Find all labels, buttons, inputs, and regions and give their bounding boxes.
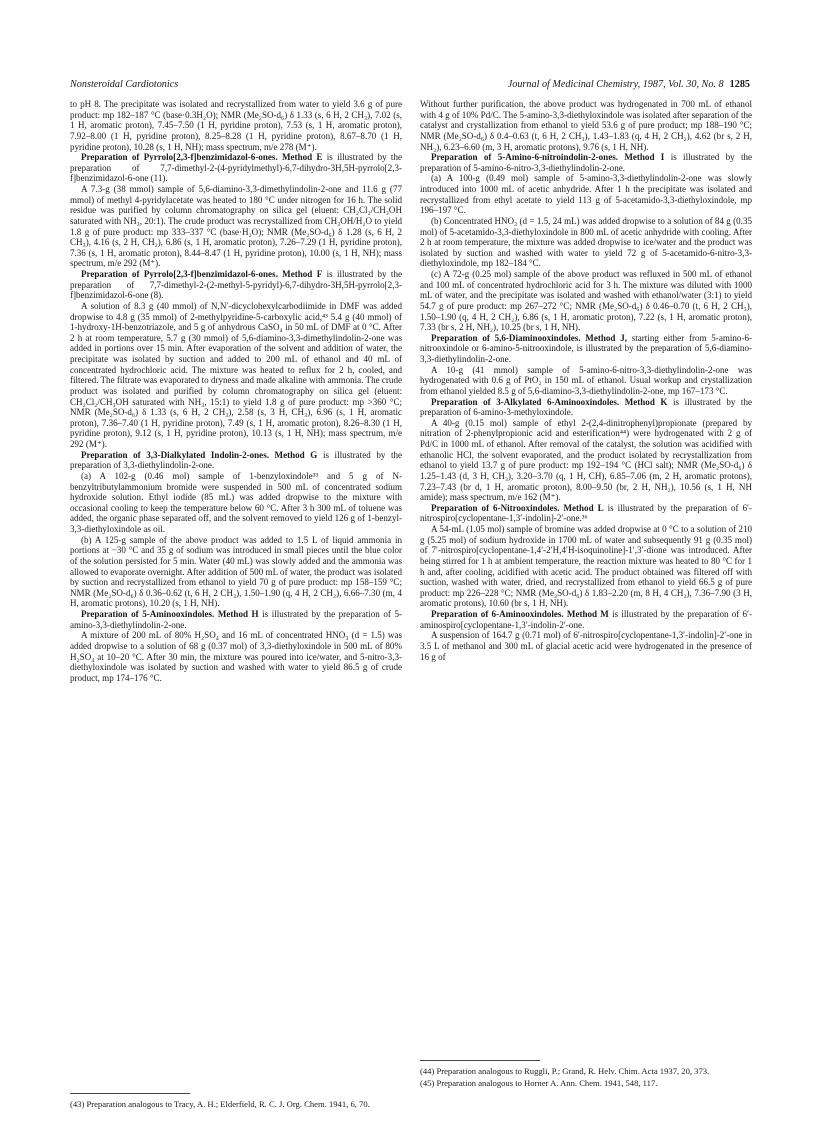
section-paragraph <box>420 503 752 524</box>
body-paragraph <box>70 99 402 152</box>
body-paragraph <box>420 216 752 269</box>
running-header <box>70 79 750 95</box>
section-paragraph <box>70 152 402 184</box>
journal-citation <box>508 79 750 90</box>
body-paragraph <box>420 365 752 397</box>
paragraph-text: is illustrated by the preparation of 6-amino-3-methyloxindole. <box>420 396 752 418</box>
body-paragraph <box>420 173 752 216</box>
right-column <box>420 99 752 662</box>
body-paragraph <box>70 630 402 683</box>
section-paragraph <box>70 609 402 630</box>
body-paragraph <box>70 471 402 535</box>
paragraph-text: is illustrated by the preparation of 5-amino-6-nitro-3,3-diethylindolin-2-one. <box>420 152 753 173</box>
body-paragraph <box>420 524 752 609</box>
body-paragraph <box>420 99 752 152</box>
body-paragraph <box>70 535 402 609</box>
paragraph-text: Without further purification, the above product was hydrogenated in 700 mL of ethanol with 4 g of 10% Pd/C. The 5-amino-3,3-diethyloxindole was isolated after separation of the catalyst and crystallization from ethanol to yield 53.6 g of pure product; mp 188–190 °C; NMR (Me₂SO-d₆) δ 0.4–0.63 (t, 6 H, 2 CH₃), 1.43–1.83 (q, 4 H, 2 CH₂), 4.62 (br s, 2 H, NH₂), 6.23–6.60 (m, 3 H, aromatic protons), 9.76 (s, 1 H, NH). <box>420 99 752 152</box>
body-paragraph <box>420 630 752 662</box>
body-paragraph <box>420 418 752 503</box>
paragraph-text: is illustrated by the preparation of 7,7-dimethyl-2-(4-pyridylmethyl)-6,7-dihydro-3H,5H-pyrrolo[2,3-f]benzimidazol-6-one (11). <box>70 152 402 184</box>
page-number: 1285 <box>729 79 750 90</box>
paragraph-text: A suspension of 164.7 g (0.71 mol) of 6′-nitrospiro[cyclopentane-1,3′-indolin]-2′-one in 3.5 L of methanol and 300 mL of glacial acetic acid were hydrogenated in the presence of 16 g of <box>420 630 752 662</box>
section-paragraph <box>420 333 752 365</box>
section-paragraph <box>420 152 752 173</box>
paragraph-text: A mixture of 200 mL of 80% H₂SO₄ and 16 mL of concentrated HNO₃ (d = 1.5) was added dropwise to a solution of 68 g (0.37 mol) of 3,3-diethyloxindole in 500 mL of 80% H₂SO₄ at 10–20 °C. After 30 min, the mixture was poured into ice/water, and 5-nitro-3,3-diethyloxindole was isolated by suction and washed with water to yield 86.5 g of crude product, mp 174–176 °C. <box>70 630 402 683</box>
footnote-rule-left <box>70 1093 190 1094</box>
section-paragraph <box>70 269 402 301</box>
paragraph-text: A 54-mL (1.05 mol) sample of bromine was added dropwise at 0 °C to a solution of 210 g (5.25 mol) of sodium hydroxide in 1700 mL of water and subsequently 91 g (0.35 mol) of 7′-nitrospiro[cyclopentane-1,4′-2′H,4′H-isoquinoline]-1′,3′-dione was introduced. After being stirred for 1 h at ambient temperature, the reaction mixture was heated to 80 °C for 1 h and, after cooling, acidified with acetic acid. The product obtained was filtered off with suction, washed with water, dried, and recrystallized from ethanol to yield 66.5 g of pure product: mp 226–228 °C; NMR (Me₂SO-d₆) δ 1.83–2.20 (m, 8 H, 4 CH₂), 7.36–7.90 (3 H, aromatic protons), 10.60 (br s, 1 H, NH). <box>420 524 752 609</box>
paragraph-text: to pH 8. The precipitate was isolated and recrystallized from water to yield 3.6 g of pure product: mp 182–187 °C (base·0.3H₂O); NMR (Me₂SO-d₆) δ 1.33 (s, 6 H, 2 CH₃), 7.02 (s, 1 H, aromatic proton), 7.45–7.50 (1 H, pyridine proton), 7.53 (s, 1 H, aromatic proton), 7.92–8.00 (1 H, pyridine proton), 8.25–8.28 (1 H, pyridine proton), 8.67–8.70 (1 H, pyridine proton), 10.28 (s, 1 H, NH); mass spectrum, m/e 278 (M⁺). <box>70 99 402 152</box>
body-paragraph <box>420 269 752 333</box>
section-heading: Preparation of 5-Amino-6-nitroindolin-2-ones. Method I <box>431 152 665 163</box>
section-paragraph <box>70 450 402 471</box>
running-title: Nonsteroidal Cardiotonics <box>70 79 179 90</box>
paragraph-text: (b) Concentrated HNO₃ (d = 1.5, 24 mL) was added dropwise to a solution of 84 g (0.35 mol) of 5-acetamido-3,3-diethyloxindole in 800 mL of acetic anhydride with cooling. After 2 h at room temperature, the mixture was added dropwise to ice/water and the product was isolated by suction and washed with water to yield 72 g of 5-acetamido-6-nitro-3,3-diethyloxindole, mp 182–184 °C. <box>420 215 752 269</box>
section-heading: Preparation of Pyrrolo[2,3-f]benzimidazol-6-ones. Method F <box>81 269 323 279</box>
paragraph-text: starting either from 5-amino-6-nitrooxindole or 6-amino-5-nitrooxindole, is illustrated by the preparation of 5,6-diamino-3,3-diethylindolin-2-one. <box>420 332 752 364</box>
paragraph-text: is illustrated by the preparation of 5-amino-3,3-diethylindolin-2-one. <box>70 609 402 630</box>
section-heading: Preparation of 6-Nitrooxindoles. Method L <box>431 502 604 513</box>
section-heading: Preparation of 3-Alkylated 6-Aminooxindoles. Method K <box>431 396 668 407</box>
section-heading: Preparation of 3,3-Dialkylated Indolin-2-ones. Method G <box>81 449 318 460</box>
footnotes-right <box>420 1066 750 1088</box>
paragraph-text: is illustrated by the preparation of 7,7-dimethyl-2-(2-methyl-5-pyridyl)-6,7-dihydro-3H,5H-pyrrolo[2,3-f]benzimidazol-6-one (8). <box>70 269 402 301</box>
section-heading: Preparation of 5-Aminooxindoles. Method H <box>81 609 259 619</box>
footnote: (43) Preparation analogous to Tracy, A. H.; Elderfield, R. C. J. Org. Chem. 1941, 6, 70. <box>70 1099 370 1109</box>
paragraph-text: A solution of 8.3 g (40 mmol) of N,N′-dicyclohexylcarbodiimide in DMF was added dropwise to 4.8 g (35 mmol) of 2-methylpyridine-5-carboxylic acid,⁴³ 5.4 g (40 mmol) of 1-hydroxy-1H-benzotriazole, and 5 g of anhydrous CaSO₄ in 50 mL of DMF at 0 °C. After 2 h at room temperature, 5.7 g (30 mmol) of 5,6-diamino-3,3-dimethylindolin-2-one was added in portions over 15 min. After evaporation of the solvent and addition of water, the precipitate was isolated by suction and added to 200 mL of ethanol and 40 mL of concentrated hydrochloric acid. The mixture was heated to reflux for 2 h, cooled, and filtered. The filtrate was evaporated to dryness and made alkaline with ammonia. The crude product was isolated and purified by column chromatography on silica gel (eluent: CH₂Cl₂/CH₃OH saturated with NH₃, 15:1) to yield 1.8 g of pure product: mp >360 °C; NMR (Me₂SO-d₆) δ 1.33 (s, 6 H, 2 CH₃), 2.58 (s, 3 H, CH₃), 6.96 (s, 1 H, aromatic proton), 7.36–7.40 (1 H, pyridine proton), 7.49 (s, 1 H, aromatic proton), 8.26–8.30 (1 H, pyridine proton), 9.12 (s, 1 H, pyridine proton), 10.13 (s, 1 H, NH); mass spectrum, m/e 292 (M⁺). <box>70 300 402 449</box>
paragraph-text: is illustrated by the preparation of 3,3-diethylindolin-2-one. <box>70 449 402 471</box>
section-paragraph <box>420 397 752 418</box>
paragraph-text: (c) A 72-g (0.25 mol) sample of the above product was refluxed in 500 mL of ethanol and 100 mL of concentrated hydrochloric acid for 3 h. The mixture was diluted with 1000 mL of water, and the precipitate was isolated and washed with ethanol/water (3:1) to yield 54.7 g of pure product: mp 267–272 °C; NMR (Me₂SO-d₆) δ 0.46–0.70 (t, 6 H, 2 CH₃), 1.50–1.90 (q, 4 H, 2 CH₂), 6.86 (s, 1 H, aromatic proton), 7.22 (s, 1 H, aromatic proton), 7.33 (br s, 2 H, NH₂), 10.25 (br s, 1 H, NH). <box>420 269 752 333</box>
footnote-rule-right <box>420 1060 540 1061</box>
footnote: (45) Preparation analogous to Horner A. Ann. Chem. 1941, 548, 117. <box>420 1078 658 1089</box>
paragraph-text: is illustrated by the preparation of 6′-nitrospiro[cyclopentane-1,3′-indolin]-2′-one.³⁶ <box>420 502 752 524</box>
section-heading: Preparation of 5,6-Diaminooxindoles. Method J, <box>431 332 627 343</box>
body-paragraph <box>70 301 402 450</box>
section-paragraph <box>420 609 752 630</box>
paragraph-text: (a) A 102-g (0.46 mol) sample of 1-benzyloxindole³³ and 5 g of N-benzyltributylammonium bromide were suspended in 500 mL of concentrated sodium hydroxide solution. Ethyl iodide (85 mL) was added dropwise to the mixture with occasional cooling to keep the temperature below 60 °C. After 3 h 300 mL of toluene was added, the organic phase separated off, and the solvent removed to yield 126 g of 1-benzyl-3,3-diethyloxindole as oil. <box>70 470 402 534</box>
section-heading: Preparation of 6-Aminooxindoles. Method M <box>431 609 609 619</box>
paragraph-text: (a) A 100-g (0.49 mol) sample of 5-amino-3,3-diethylindolin-2-one was slowly introduced into 1000 mL of acetic anhydride. After 1 h the precipitate was isolated and recrystallized from ethyl acetate to yield 113 g of 5-acetamido-3,3-diethyloxindole, mp 196–197 °C. <box>420 173 752 216</box>
left-column <box>70 99 402 683</box>
section-heading: Preparation of Pyrrolo[2,3-f]benzimidazol-6-ones. Method E <box>81 152 323 163</box>
paragraph-text: A 10-g (41 mmol) sample of 5-amino-6-nitro-3,3-diethylindolin-2-one was hydrogenated with 0.6 g of PtO₂ in 150 mL of ethanol. Usual workup and crystallization from ethanol yielded 8.5 g of 5,6-diamino-3,3-diethylindolin-2-one, mp 167–173 °C. <box>420 364 752 396</box>
paragraph-text: (b) A 125-g sample of the above product was added to 1.5 L of liquid ammonia in portions at −30 °C and 35 g of sodium was introduced in small pieces until the blue color of the solution persisted for 5 min. Water (40 mL) was slowly added and the ammonia was allowed to evaporate overnight. After addition of 500 mL of water, the product was isolated by suction and recrystallized from ethanol to yield 70 g of pure product: mp 158–159 °C; NMR (Me₂SO-d₆) δ 0.36–0.62 (t, 6 H, 2 CH₃), 1.50–1.90 (q, 4 H, 2 CH₂), 6.66–7.30 (m, 4 H, aromatic protons), 10.20 (s, 1 H, NH). <box>70 534 402 609</box>
body-paragraph <box>70 184 402 269</box>
footnotes-left <box>70 1099 400 1109</box>
paragraph-text: A 7.3-g (38 mmol) sample of 5,6-diamino-3,3-dimethylindolin-2-one and 11.6 g (77 mmol) of methyl 4-pyridylacetate was heated to 180 °C under nitrogen for 16 h. The solid residue was purified by column chromatography on silica gel (eluent: CH₂Cl₂/CH₃OH saturated with NH₃, 20:1). The crude product was recrystallized from CH₃OH/H₂O to yield 1.8 g of pure product: mp 333–337 °C (base·H₂O); NMR (Me₂SO-d₆) δ 1.28 (s, 6 H, 2 CH₃), 4.16 (s, 2 H, CH₂), 6.86 (s, 1 H, aromatic proton), 7.26–7.29 (1 H, pyridine proton), 7.36 (s, 1 H, aromatic proton), 8.44–8.47 (1 H, pyridine proton), 10.00 (s, 1 H, NH); mass spectrum, m/e 292 (M⁺). <box>70 184 402 269</box>
footnote: (44) Preparation analogous to Ruggli, P.; Grand, R. Helv. Chim. Acta 1937, 20, 373. <box>420 1066 710 1076</box>
journal-name: Journal of Medicinal Chemistry, 1987, Vol. 30, No. 8 <box>507 79 724 90</box>
paragraph-text: A 40-g (0.15 mol) sample of ethyl 2-(2,4-dinitrophenyl)propionate (prepared by nitration of 2-phenylpropionic acid and esterification⁴⁴) were hydrogenated with 2 g of Pd/C in 1000 mL of ethanol. After removal of the catalyst, the solution was acidified with ethanolic HCl, the solvent evaporated, and the product isolated by recrystallization from ethanol to yield 13.7 g of pure product: mp 192–194 °C (HCl salt); NMR (Me₂SO-d₆) δ 1.25–1.43 (d, 3 H, CH₃), 3.20–3.70 (q, 1 H, CH), 6.85–7.06 (m, 2 H, aromatic protons), 7.23–7.43 (br d, 1 H, aromatic proton), 8.00–9.50 (br, 2 H, NH₂), 10.56 (s, 1 H, NH amide); mass spectrum, m/e 162 (M⁺). <box>420 417 752 503</box>
paragraph-text: is illustrated by the preparation of 6′-aminospiro[cyclopentane-1,3′-indolin-2′-one. <box>420 609 752 630</box>
